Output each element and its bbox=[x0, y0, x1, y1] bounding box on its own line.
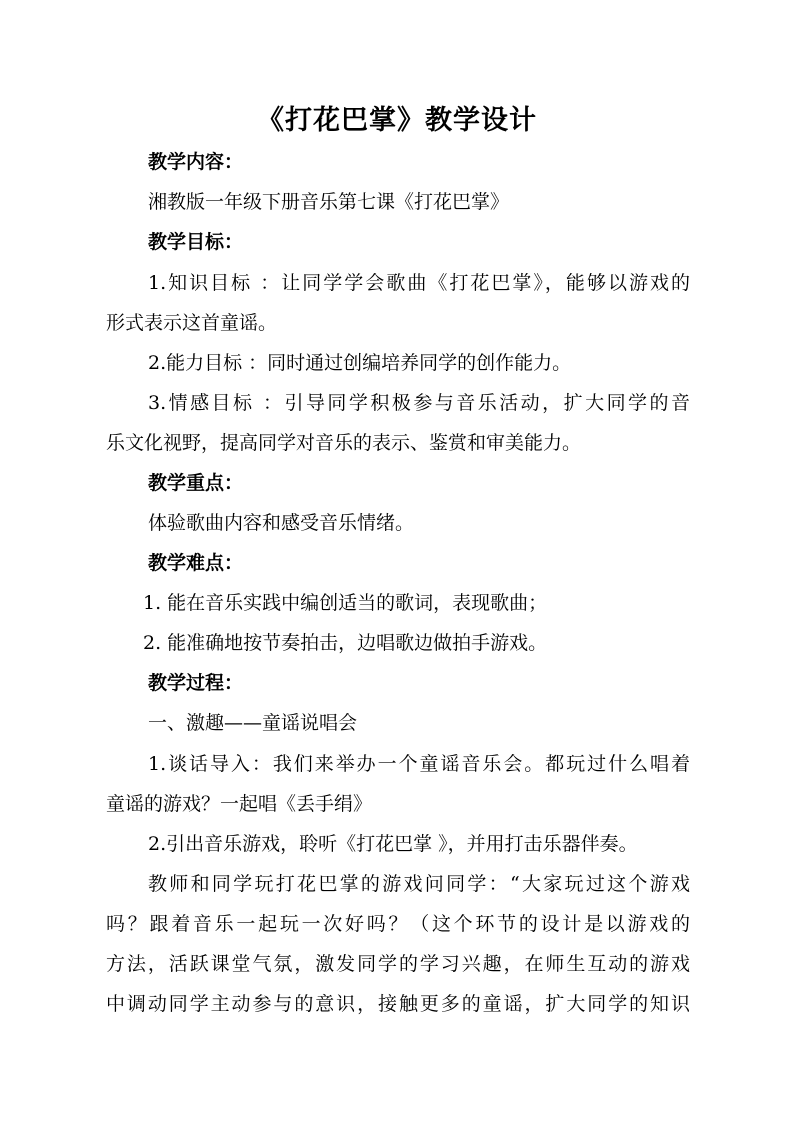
paragraph-line: 中调动同学主动参与的意识，接触更多的童谣，扩大同学的知识 bbox=[106, 993, 690, 1015]
section-heading-objectives: 教学目标： bbox=[148, 231, 244, 253]
paragraph-line: 形式表示这首童谣。 bbox=[106, 312, 278, 334]
paragraph-line: 湘教版一年级下册音乐第七课《打花巴掌》 bbox=[148, 191, 510, 213]
paragraph-line: 1.谈话导入：我们来举办一个童谣音乐会。都玩过什么唱着 bbox=[148, 753, 690, 775]
section-heading-content: 教学内容： bbox=[148, 151, 244, 173]
subsection-heading: 一、激趣——童谣说唱会 bbox=[148, 712, 358, 734]
paragraph-line: 2.引出音乐游戏，聆听《打花巴掌 》，并用打击乐器伴奏。 bbox=[148, 833, 638, 855]
paragraph-line: 乐文化视野，提高同学对音乐的表示、鉴赏和审美能力。 bbox=[106, 432, 582, 454]
paragraph-line: 童谣的游戏？一起唱《丢手绢》 bbox=[106, 793, 373, 815]
section-heading-key-points: 教学重点： bbox=[148, 472, 244, 494]
paragraph-line: 体验歌曲内容和感受音乐情绪。 bbox=[148, 512, 415, 534]
paragraph-line: 方法，活跃课堂气氛，激发同学的学习兴趣，在师生互动的游戏 bbox=[106, 953, 690, 975]
paragraph-line: 3.情感目标 ：引导同学积极参与音乐活动，扩大同学的音 bbox=[148, 392, 690, 414]
paragraph-line: 2.能力目标 ：同时通过创编培养同学的创作能力。 bbox=[148, 352, 572, 374]
paragraph-line: 1.知识目标 ：让同学学会歌曲《打花巴掌》，能够以游戏的 bbox=[148, 272, 690, 294]
paragraph-line: 2. 能准确地按节奏拍击，边唱歌边做拍手游戏。 bbox=[143, 632, 548, 654]
paragraph-line: 教师和同学玩打花巴掌的游戏问同学：“大家玩过这个游戏 bbox=[148, 873, 690, 895]
section-heading-process: 教学过程： bbox=[148, 672, 244, 694]
paragraph-line: 1. 能在音乐实践中编创适当的歌词，表现歌曲； bbox=[143, 592, 548, 614]
paragraph-line: 吗？跟着音乐一起玩一次好吗？（这个环节的设计是以游戏的 bbox=[106, 913, 690, 935]
document-title: 《打花巴掌》教学设计 bbox=[257, 105, 537, 136]
section-heading-difficulties: 教学难点： bbox=[148, 552, 244, 574]
